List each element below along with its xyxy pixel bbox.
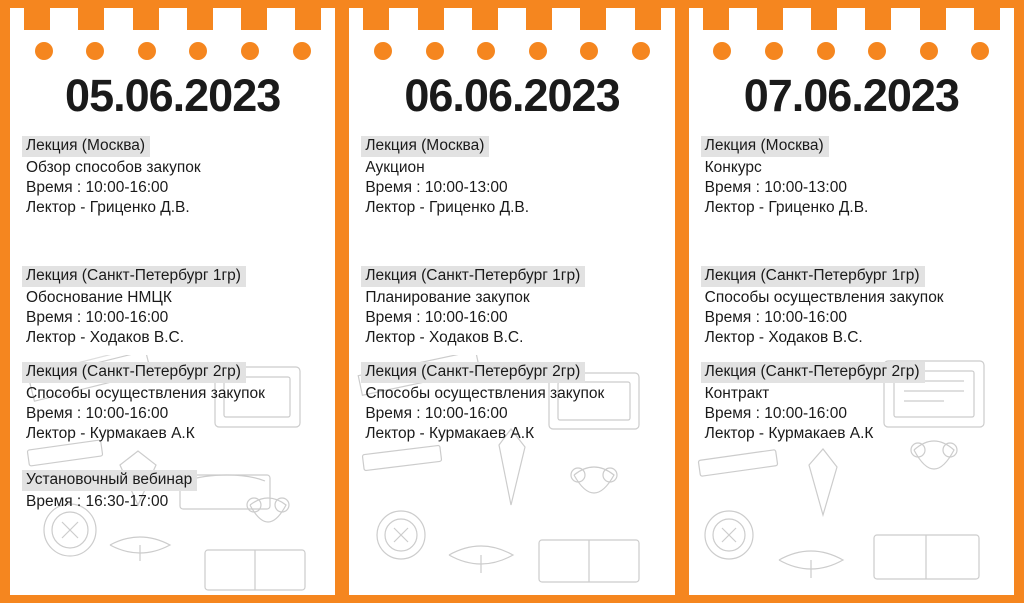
- schedule-entry: [22, 470, 325, 512]
- ring-dot-icon: [817, 42, 835, 60]
- binder-slot: [865, 8, 891, 30]
- binder-slot: [133, 8, 159, 30]
- ring-dot-icon: [868, 42, 886, 60]
- entry-lecturer: Лектор - Ходаков В.С.: [704, 329, 863, 346]
- entry-lecturer: Лектор - Курмакаев А.К: [26, 425, 195, 442]
- ring-dot-icon: [477, 42, 495, 60]
- day-card: [349, 8, 674, 595]
- binder-slot: [635, 8, 661, 30]
- binder-slot: [703, 8, 729, 30]
- day-content: [10, 136, 335, 595]
- binder-slot: [580, 8, 606, 30]
- entry-lecturer: Лектор - Гриценко Д.В.: [704, 199, 869, 216]
- day-date: 05.06.2023: [65, 70, 281, 121]
- day-card: [689, 8, 1014, 595]
- ring-dot-icon: [920, 42, 938, 60]
- schedule-entry: [701, 266, 1004, 348]
- entry-title: Лекция (Санкт-Петербург 2гр): [701, 362, 925, 383]
- binder-slot: [187, 8, 213, 30]
- schedule-entry: [361, 136, 664, 218]
- binder-slots: [10, 8, 335, 34]
- day-card: [10, 8, 335, 595]
- entry-time: Время : 10:00-13:00: [704, 179, 847, 196]
- binder-strip: [349, 8, 674, 34]
- spacer: [701, 352, 1004, 362]
- ring-dot-icon: [632, 42, 650, 60]
- ring-dot-icon: [580, 42, 598, 60]
- entry-topic: Конкурс: [704, 159, 762, 176]
- entry-lecturer: Лектор - Ходаков В.С.: [26, 329, 185, 346]
- binder-slots: [689, 8, 1014, 34]
- binder-slot: [472, 8, 498, 30]
- binder-slots: [349, 8, 674, 34]
- day-content: [689, 136, 1014, 595]
- ring-dot-icon: [138, 42, 156, 60]
- entry-time: Время : 10:00-16:00: [26, 309, 169, 326]
- binder-slot: [363, 8, 389, 30]
- day-date: 07.06.2023: [743, 70, 959, 121]
- ring-dot-icon: [971, 42, 989, 60]
- entry-title: Лекция (Москва): [361, 136, 489, 157]
- entry-time: Время : 10:00-16:00: [704, 309, 847, 326]
- entry-topic: Аукцион: [365, 159, 425, 176]
- entry-time: Время : 10:00-16:00: [704, 405, 847, 422]
- entry-time: Время : 10:00-16:00: [26, 179, 169, 196]
- entry-topic: Способы осуществления закупок: [26, 385, 265, 402]
- binder-strip: [10, 8, 335, 34]
- entry-topic: Обзор способов закупок: [26, 159, 201, 176]
- ring-dot-icon: [765, 42, 783, 60]
- entry-time: Время : 10:00-16:00: [365, 405, 508, 422]
- ring-dot-icon: [86, 42, 104, 60]
- entry-title: Лекция (Москва): [701, 136, 829, 157]
- entry-lecturer: Лектор - Курмакаев А.К: [365, 425, 535, 442]
- binder-slot: [418, 8, 444, 30]
- schedule-entry: [22, 362, 325, 444]
- binder-slot: [241, 8, 267, 30]
- entry-time: Время : 10:00-16:00: [365, 309, 508, 326]
- binder-slot: [24, 8, 50, 30]
- ring-dot-icon: [241, 42, 259, 60]
- entry-topic: Обоснование НМЦК: [26, 289, 172, 306]
- ring-row: [689, 34, 1014, 68]
- ring-row: [349, 34, 674, 68]
- entry-time: Время : 10:00-13:00: [365, 179, 508, 196]
- binder-slot: [295, 8, 321, 30]
- binder-slot: [757, 8, 783, 30]
- spacer: [22, 352, 325, 362]
- entry-lecturer: Лектор - Гриценко Д.В.: [26, 199, 190, 216]
- entry-topic: Способы осуществления закупок: [365, 385, 605, 402]
- ring-dot-icon: [426, 42, 444, 60]
- ring-dot-icon: [713, 42, 731, 60]
- ring-dot-icon: [189, 42, 207, 60]
- entry-time: Время : 16:30-17:00: [26, 493, 169, 510]
- schedule-entry: [701, 136, 1004, 218]
- spacer: [22, 222, 325, 266]
- ring-dot-icon: [35, 42, 53, 60]
- spacer: [361, 222, 664, 266]
- binder-slot: [78, 8, 104, 30]
- ring-dot-icon: [293, 42, 311, 60]
- entry-lecturer: Лектор - Курмакаев А.К: [704, 425, 874, 442]
- ring-dot-icon: [374, 42, 392, 60]
- entry-title: Лекция (Санкт-Петербург 1гр): [361, 266, 585, 287]
- entry-time: Время : 10:00-16:00: [26, 405, 169, 422]
- schedule-entry: [701, 362, 1004, 444]
- entry-topic: Способы осуществления закупок: [704, 289, 944, 306]
- ring-row: [10, 34, 335, 68]
- entry-title: Лекция (Санкт-Петербург 1гр): [22, 266, 246, 287]
- entry-lecturer: Лектор - Гриценко Д.В.: [365, 199, 530, 216]
- spacer: [361, 352, 664, 362]
- day-content: [349, 136, 674, 595]
- spacer: [701, 222, 1004, 266]
- schedule-entry: [361, 266, 664, 348]
- ring-dot-icon: [529, 42, 547, 60]
- day-date: 06.06.2023: [404, 70, 620, 121]
- binder-slot: [811, 8, 837, 30]
- binder-slot: [920, 8, 946, 30]
- binder-slot: [526, 8, 552, 30]
- entry-topic: Планирование закупок: [365, 289, 530, 306]
- schedule-entry: [22, 136, 325, 218]
- entry-title: Лекция (Санкт-Петербург 2гр): [22, 362, 246, 383]
- entry-topic: Контракт: [704, 385, 770, 402]
- entry-lecturer: Лектор - Ходаков В.С.: [365, 329, 524, 346]
- binder-strip: [689, 8, 1014, 34]
- entry-title: Установочный вебинар: [22, 470, 197, 491]
- schedule-entry: [22, 266, 325, 348]
- binder-slot: [974, 8, 1000, 30]
- entry-title: Лекция (Санкт-Петербург 1гр): [701, 266, 925, 287]
- schedule-entry: [361, 362, 664, 444]
- entry-title: Лекция (Санкт-Петербург 2гр): [361, 362, 585, 383]
- entry-title: Лекция (Москва): [22, 136, 150, 157]
